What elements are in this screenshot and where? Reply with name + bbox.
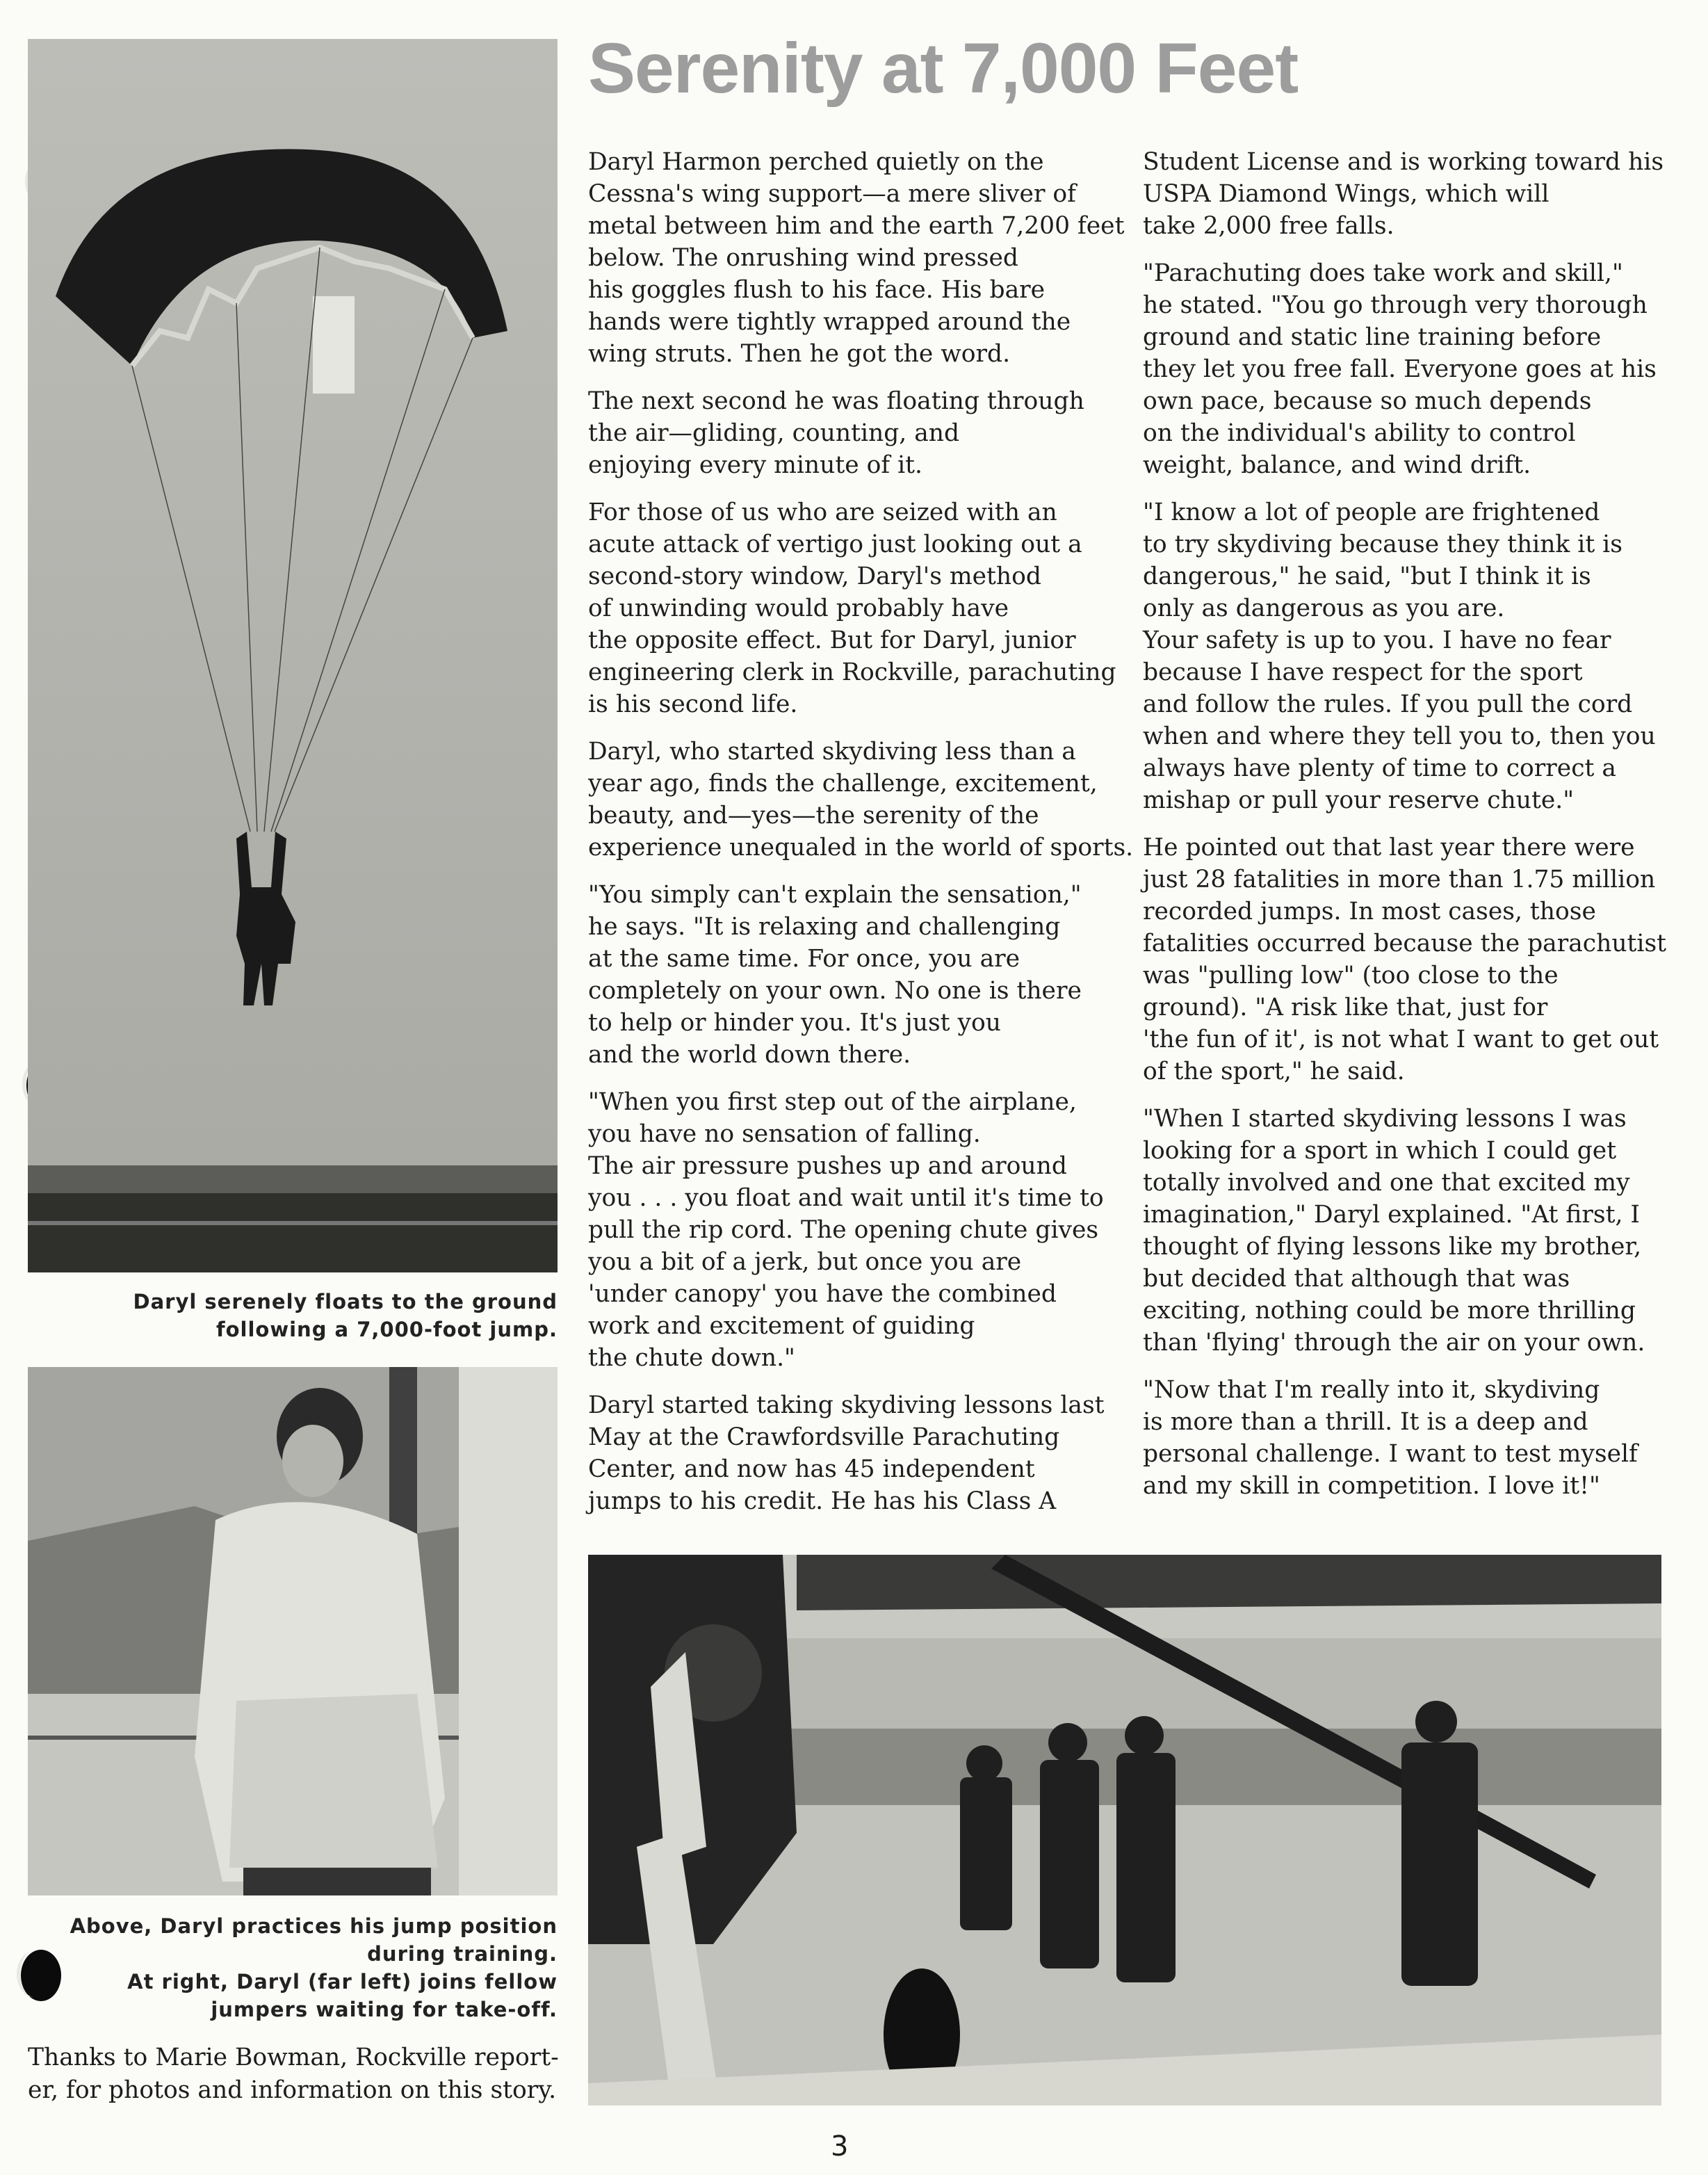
text-line: looking for a sport in which I could get: [1143, 1137, 1617, 1165]
text-line: ground and static line training before: [1143, 323, 1602, 351]
text-line: always have plenty of time to correct a: [1143, 754, 1616, 782]
text-line: hands were tightly wrapped around the: [588, 308, 1071, 336]
text-line: the opposite effect. But for Daryl, junior: [588, 626, 1076, 654]
caption-line: At right, Daryl (far left) joins fellow: [127, 1970, 558, 1994]
text-line: to try skydiving because they think it is: [1143, 531, 1622, 558]
article-paragraph: [588, 1389, 1116, 1517]
text-line: than 'flying' through the air on your own.: [1143, 1329, 1645, 1357]
text-line: For those of us who are seized with an: [588, 499, 1057, 526]
text-line: you have no sensation of falling.: [588, 1120, 981, 1148]
text-line: Cessna's wing support—a mere sliver of: [588, 180, 1076, 208]
text-line: of the sport," he said.: [1143, 1058, 1405, 1085]
text-line: just 28 fatalities in more than 1.75 million: [1143, 866, 1656, 894]
text-line: "When you first step out of the airplane,: [588, 1088, 1077, 1116]
text-line: year ago, finds the challenge, excitement,: [588, 770, 1098, 798]
article-paragraph: [1143, 257, 1671, 481]
text-line: acute attack of vertigo just looking out a: [588, 531, 1082, 558]
text-line: he stated. "You go through very thorough: [1143, 291, 1648, 319]
text-line: the air—gliding, counting, and: [588, 419, 960, 447]
caption-line: Above, Daryl practices his jump position: [70, 1914, 558, 1938]
text-line: completely on your own. No one is there: [588, 977, 1082, 1005]
caption-line: Daryl serenely floats to the ground: [133, 1290, 558, 1313]
text-line: totally involved and one that excited my: [1143, 1169, 1630, 1197]
article-column-right: [1143, 146, 1671, 1517]
text-line: Student License and is working toward his: [1143, 148, 1664, 176]
article-paragraph: [1143, 1103, 1671, 1359]
text-line: 'the fun of it', is not what I want to get out: [1143, 1026, 1659, 1053]
text-line: Center, and now has 45 independent: [588, 1455, 1035, 1483]
photo-parachutist: [28, 39, 558, 1272]
text-line: Your safety is up to you. I have no fear: [1143, 626, 1611, 654]
text-line: you . . . you float and wait until it's time to: [588, 1184, 1104, 1212]
text-line: his goggles flush to his face. His bare: [588, 276, 1046, 304]
credit-line: er, for photos and information on this story.: [28, 2076, 557, 2104]
text-line: and the world down there.: [588, 1041, 911, 1069]
text-line: The next second he was floating through: [588, 387, 1084, 415]
article-paragraph: [1143, 832, 1671, 1088]
text-line: exciting, nothing could be more thrilling: [1143, 1297, 1636, 1325]
article-paragraph: [588, 146, 1125, 370]
article-paragraph: [1143, 1374, 1671, 1502]
text-line: on the individual's ability to control: [1143, 419, 1576, 447]
text-line: because I have respect for the sport: [1143, 658, 1583, 686]
text-line: mishap or pull your reserve chute.": [1143, 786, 1575, 814]
caption-training: [28, 1912, 558, 2023]
article-paragraph: [588, 496, 1116, 720]
article-paragraph: [588, 736, 1134, 864]
text-line: 'under canopy' you have the combined: [588, 1280, 1057, 1308]
caption-line: jumpers waiting for take-off.: [211, 1998, 558, 2021]
text-line: He pointed out that last year there were: [1143, 834, 1635, 862]
text-line: was "pulling low" (too close to the: [1143, 962, 1559, 989]
text-line: below. The onrushing wind pressed: [588, 244, 1018, 272]
text-line: "You simply can't explain the sensation,": [588, 881, 1082, 909]
text-line: take 2,000 free falls.: [1143, 212, 1394, 240]
text-line: and my skill in competition. I love it!": [1143, 1472, 1600, 1500]
article-paragraph: [1143, 146, 1671, 242]
text-line: they let you free fall. Everyone goes at his: [1143, 355, 1657, 383]
text-line: is his second life.: [588, 690, 798, 718]
text-line: beauty, and—yes—the serenity of the: [588, 802, 1039, 830]
text-line: experience unequaled in the world of sports.: [588, 834, 1134, 862]
text-line: May at the Crawfordsville Parachuting: [588, 1423, 1060, 1451]
text-line: the chute down.": [588, 1344, 795, 1372]
credit-line: Thanks to Marie Bowman, Rockville report-: [28, 2044, 559, 2071]
text-line: The air pressure pushes up and around: [588, 1152, 1067, 1180]
photo-jumpers-airplane: [588, 1555, 1661, 2105]
text-line: he says. "It is relaxing and challenging: [588, 913, 1061, 941]
text-line: Daryl, who started skydiving less than a: [588, 738, 1076, 766]
photo-daryl-training: [28, 1367, 558, 1895]
text-line: dangerous," he said, "but I think it is: [1143, 563, 1591, 590]
text-line: only as dangerous as you are.: [1143, 595, 1505, 622]
text-line: work and excitement of guiding: [588, 1312, 975, 1340]
text-line: of unwinding would probably have: [588, 595, 1009, 622]
text-line: ground). "A risk like that, just for: [1143, 994, 1548, 1021]
text-line: imagination," Daryl explained. "At first, I: [1143, 1201, 1641, 1229]
text-line: personal challenge. I want to test myself: [1143, 1440, 1638, 1468]
text-line: jumps to his credit. He has his Class A: [588, 1487, 1057, 1515]
text-line: at the same time. For once, you are: [588, 945, 1020, 973]
text-line: "Parachuting does take work and skill,": [1143, 259, 1623, 287]
text-line: fatalities occurred because the parachutist: [1143, 930, 1667, 957]
text-line: you a bit of a jerk, but once you are: [588, 1248, 1022, 1276]
text-line: second-story window, Daryl's method: [588, 563, 1041, 590]
article-paragraph: [588, 879, 1116, 1071]
article-paragraph: [588, 385, 1116, 481]
text-line: pull the rip cord. The opening chute gives: [588, 1216, 1099, 1244]
caption-line: during training.: [367, 1942, 558, 1966]
article-paragraph: [588, 1086, 1116, 1374]
page-number: 3: [831, 2130, 849, 2162]
text-line: and follow the rules. If you pull the cord: [1143, 690, 1633, 718]
text-line: recorded jumps. In most cases, those: [1143, 898, 1596, 925]
caption-parachute: [28, 1288, 558, 1343]
text-line: is more than a thrill. It is a deep and: [1143, 1408, 1588, 1436]
text-line: Daryl Harmon perched quietly on the: [588, 148, 1044, 176]
article-column-left: [588, 146, 1134, 1533]
text-line: "Now that I'm really into it, skydiving: [1143, 1376, 1600, 1404]
text-line: metal between him and the earth 7,200 feet: [588, 212, 1125, 240]
photo-credit: [28, 2041, 563, 2107]
text-line: own pace, because so much depends: [1143, 387, 1592, 415]
article-headline: Serenity at 7,000 Feet: [588, 29, 1299, 108]
text-line: Daryl started taking skydiving lessons last: [588, 1391, 1105, 1419]
text-line: to help or hinder you. It's just you: [588, 1009, 1001, 1037]
text-line: when and where they tell you to, then you: [1143, 722, 1656, 750]
text-line: USPA Diamond Wings, which will: [1143, 180, 1550, 208]
text-line: "When I started skydiving lessons I was: [1143, 1105, 1627, 1133]
text-line: but decided that although that was: [1143, 1265, 1570, 1293]
caption-line: following a 7,000-foot jump.: [215, 1318, 558, 1341]
text-line: "I know a lot of people are frightened: [1143, 499, 1600, 526]
article-paragraph: [1143, 496, 1671, 816]
text-line: enjoying every minute of it.: [588, 451, 922, 479]
text-line: engineering clerk in Rockville, parachuting: [588, 658, 1116, 686]
text-line: wing struts. Then he got the word.: [588, 340, 1011, 368]
text-line: thought of flying lessons like my brother,: [1143, 1233, 1642, 1261]
text-line: weight, balance, and wind drift.: [1143, 451, 1531, 479]
